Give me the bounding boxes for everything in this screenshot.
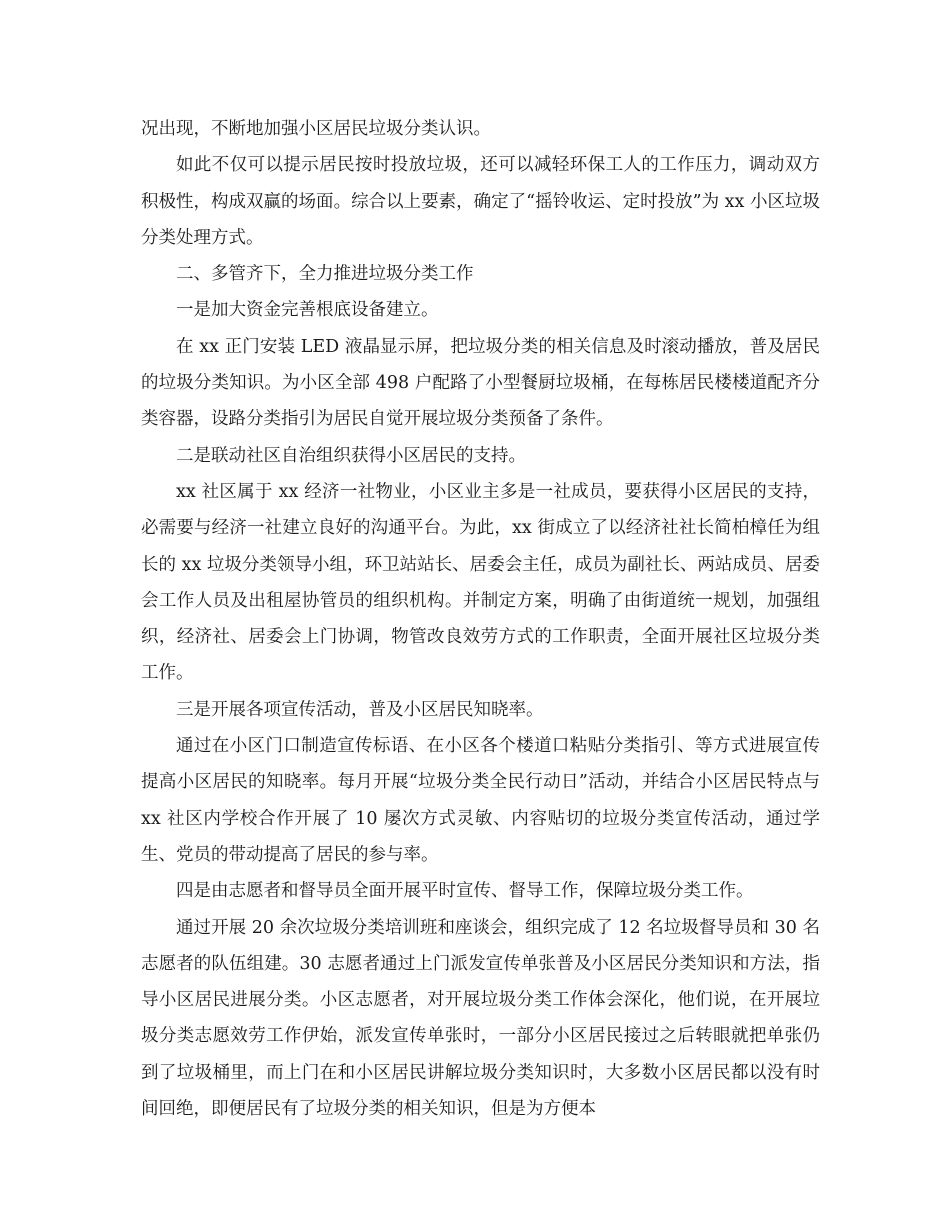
document-body xyxy=(141,111,820,1127)
subheading: 三是开展各项宣传活动，普及小区居民知晓率。 xyxy=(176,699,544,720)
paragraph: xx 社区属于 xx 经济一社物业，小区业主多是一社成员，要获得小区居民的支持，必需要与经济一社建立良好的沟通平台。为此，xx 街成立了以经济社社长简柏樟任为组长的 xx 垃圾分类领导小组，环卫站站长、居委会主任，成员为副社长、两站成员、居委会工作人员及出租屋协管员的组织机构。并制定方案，明确了由街道统一规划，加强组织，经济社、居委会上门协调，物管改良效劳方式的工作职责，全面开展社区垃圾分类工作。 xyxy=(141,481,820,684)
subheading: 一是加大资金完善根底设备建立。 xyxy=(176,300,439,321)
subheading: 二是联动社区自治组织获得小区居民的支持。 xyxy=(176,445,526,466)
paragraph: 通过开展 20 余次垃圾分类培训班和座谈会，组织完成了 12 名垃圾督导员和 30 名志愿者的队伍组建。30 志愿者通过上门派发宣传单张普及小区居民分类知识和方法，指导小区居民进展分类。小区志愿者，对开展垃圾分类工作体会深化，他们说，在开展垃圾分类志愿效劳工作伊始，派发宣传单张时，一部分小区居民接过之后转眼就把单张仍到了垃圾桶里，而上门在和小区居民讲解垃圾分类知识时，大多数小区居民都以没有时间回绝，即便居民有了垃圾分类的相关知识，但是为方便本 xyxy=(141,917,820,1120)
section-heading: 二、多管齐下，全力推进垃圾分类工作 xyxy=(176,264,474,285)
paragraph: 如此不仅可以提示居民按时投放垃圾，还可以减轻环保工人的工作压力，调动双方积极性，构成双赢的场面。综合以上要素，确定了“摇铃收运、定时投放”为 xx 小区垃圾分类处理方式。 xyxy=(141,155,820,248)
paragraph: 通过在小区门口制造宣传标语、在小区各个楼道口粘贴分类指引、等方式进展宣传提高小区居民的知晓率。每月开展“垃圾分类全民行动日”活动，并结合小区居民特点与 xx 社区内学校合作开展了 10 屡次方式灵敏、内容贴切的垃圾分类宣传活动，通过学生、党员的带动提高了居民的参与率。 xyxy=(141,736,820,865)
paragraph: 在 xx 正门安装 LED 液晶显示屏，把垃圾分类的相关信息及时滚动播放，普及居民的垃圾分类知识。为小区全部 498 户配路了小型餐厨垃圾桶，在每栋居民楼楼道配齐分类容器，设路分类指引为居民自觉开展垃圾分类预备了条件。 xyxy=(141,336,820,430)
subheading: 四是由志愿者和督导员全面开展平时宣传、督导工作，保障垃圾分类工作。 xyxy=(176,881,754,902)
paragraph-continuation: 况出现，不断地加强小区居民垃圾分类认识。 xyxy=(141,119,491,139)
